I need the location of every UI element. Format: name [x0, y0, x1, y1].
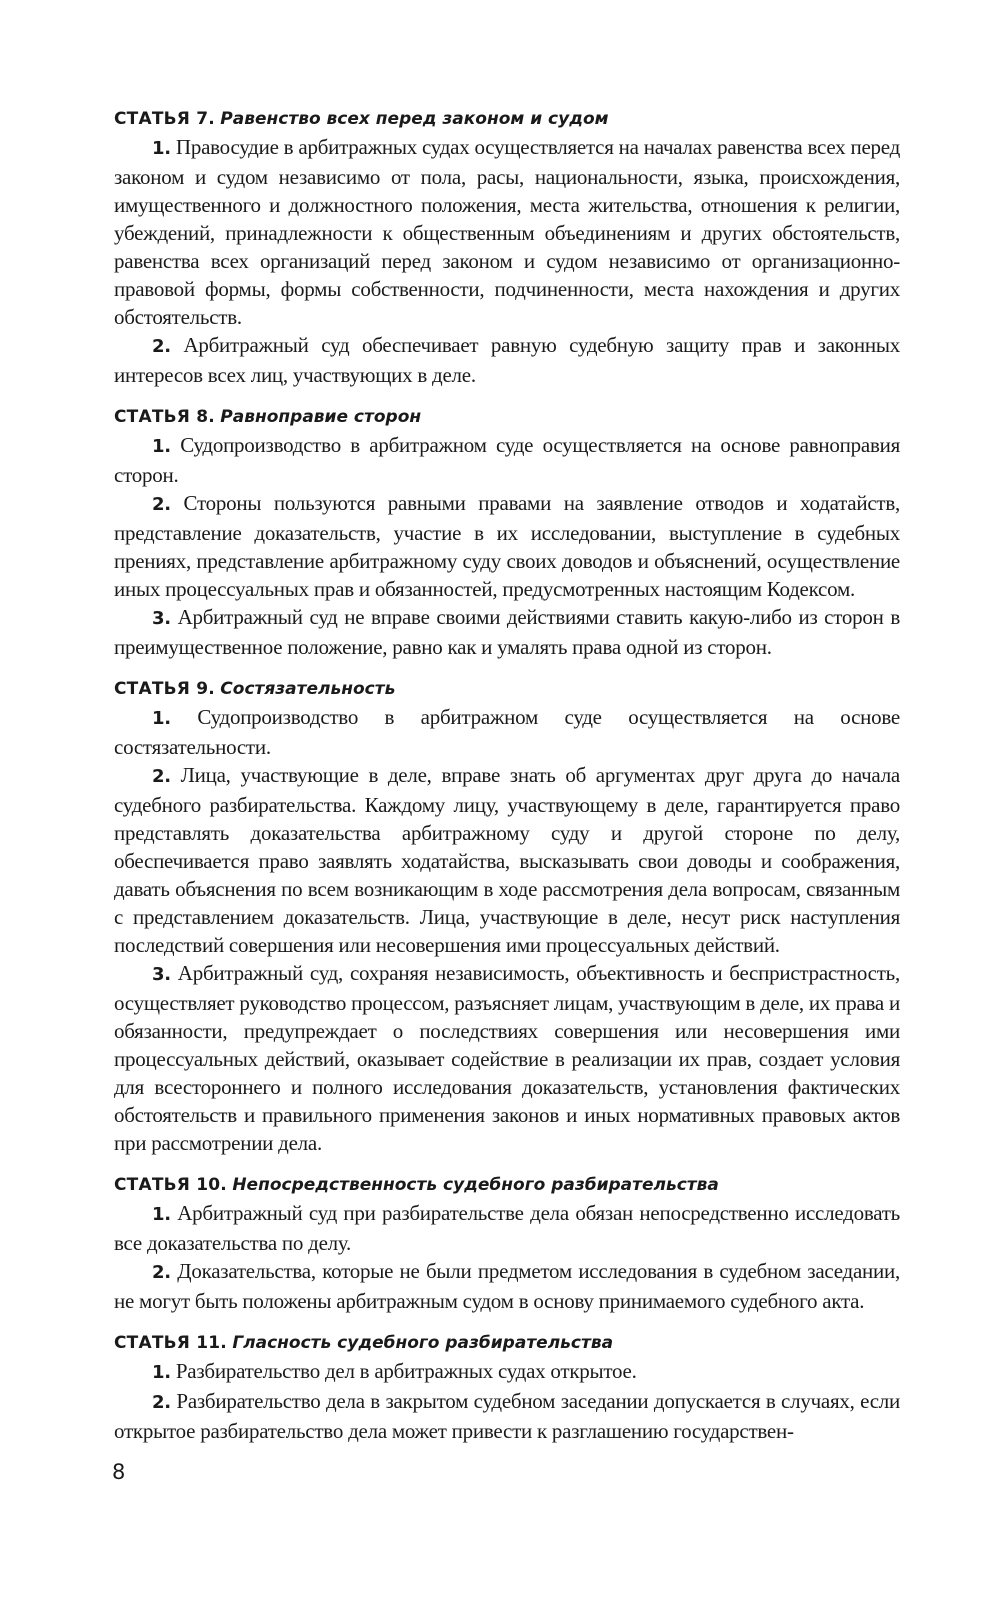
paragraph — [114, 489, 900, 603]
paragraph — [114, 959, 900, 1157]
paragraph — [114, 761, 900, 959]
article-7 — [114, 105, 900, 389]
article-heading — [114, 1171, 900, 1199]
article-title: Непосредственность судебного разбирательства — [232, 1175, 719, 1195]
paragraph-number: 2. — [152, 1262, 171, 1283]
paragraph — [114, 1257, 900, 1315]
article-heading — [114, 1329, 900, 1357]
article-label: СТАТЬЯ 9. — [114, 679, 215, 699]
paragraph-number: 1. — [152, 1362, 171, 1383]
article-10 — [114, 1171, 900, 1315]
paragraph — [114, 133, 900, 331]
paragraph-text: Арбитражный суд обеспечивает равную судебную защиту прав и законных интересов всех лиц, участвующих в деле. — [114, 333, 901, 387]
paragraph-number: 1. — [152, 138, 171, 159]
paragraph-text: Правосудие в арбитражных судах осуществляется на началах равенства всех перед законом и судом независимо от пола, расы, национальности, языка, происхождения, имущественного и должностного положения, места жительства, отношения к религии, убеждений, принадлежности к общественным объединениям и других обстоятельств, равенства всех организаций перед законом и судом независимо от организационно-правовой формы, формы собственности, подчиненности, места нахождения и других обстоятельств. — [114, 135, 900, 329]
paragraph — [114, 431, 900, 489]
paragraph-number: 1. — [152, 1204, 171, 1225]
article-title: Гласность судебного разбирательства — [232, 1333, 614, 1353]
paragraph-number: 1. — [152, 436, 171, 457]
paragraph-number: 2. — [152, 336, 171, 357]
article-title: Равноправие сторон — [220, 407, 422, 427]
paragraph-number: 2. — [152, 766, 171, 787]
article-heading — [114, 403, 900, 431]
page-number: 8 — [112, 1460, 126, 1484]
article-label: СТАТЬЯ 8. — [114, 407, 215, 427]
paragraph-number: 3. — [152, 608, 171, 629]
article-11 — [114, 1329, 900, 1445]
paragraph — [114, 1357, 900, 1387]
article-label: СТАТЬЯ 7. — [114, 109, 215, 129]
paragraph-text: Арбитражный суд не вправе своими действиями ставить какую-либо из сторон в преимущественное положение, равно как и умалять права одной из сторон. — [114, 605, 900, 659]
article-label: СТАТЬЯ 11. — [114, 1333, 227, 1353]
paragraph-text: Разбирательство дел в арбитражных судах открытое. — [175, 1359, 637, 1383]
article-9 — [114, 675, 900, 1157]
paragraph-text: Лица, участвующие в деле, вправе знать об аргументах друг друга до начала судебного разбирательства. Каждому лицу, участвующему в деле, гарантируется право представлять доказательства арбитражному суду и другой стороне по делу, обеспечивается право заявлять ходатайства, высказывать свои доводы и соображения, давать объяснения по всем возникающим в ходе рассмотрения дела вопросам, связанным с представлением доказательств. Лица, участвующие в деле, несут риск наступления последствий совершения или несовершения ими процессуальных действий. — [114, 763, 900, 957]
paragraph-text: Доказательства, которые не были предметом исследования в судебном заседании, не могут быть положены арбитражным судом в основу принимаемого судебного акта. — [114, 1259, 901, 1313]
paragraph — [114, 331, 900, 389]
paragraph — [114, 1387, 900, 1445]
paragraph-text: Стороны пользуются равными правами на заявление отводов и ходатайств, представление доказательств, участие в их исследовании, выступление в судебных прениях, представление арбитражному суду своих доводов и объяснений, осуществление иных процессуальных прав и обязанностей, предусмотренных настоящим Кодексом. — [114, 491, 900, 601]
page-body — [114, 105, 900, 1459]
article-8 — [114, 403, 900, 661]
paragraph-number: 1. — [152, 708, 171, 729]
paragraph-text: Арбитражный суд, сохраняя независимость, объективность и беспристрастность, осуществляет руководство процессом, разъясняет лицам, участвующим в деле, их права и обязанности, предупреждает о последствиях совершения или несовершения ими процессуальных действий, оказывает содействие в реализации их прав, создает условия для всестороннего и полного исследования доказательств, установления фактических обстоятельств и правильного применения законов и иных нормативных правовых актов при рассмотрении дела. — [114, 961, 900, 1155]
paragraph-text: Судопроизводство в арбитражном суде осуществляется на основе состязательности. — [114, 705, 900, 759]
article-label: СТАТЬЯ 10. — [114, 1175, 227, 1195]
paragraph-number: 2. — [152, 494, 171, 515]
article-heading — [114, 105, 900, 133]
paragraph-number: 2. — [152, 1392, 171, 1413]
paragraph-text: Разбирательство дела в закрытом судебном заседании допускается в случаях, если открытое разбирательство дела может привести к разглашению государствен- — [114, 1389, 900, 1443]
paragraph-text: Арбитражный суд при разбирательстве дела обязан непосредственно исследовать все доказательства по делу. — [114, 1201, 900, 1255]
paragraph — [114, 1199, 900, 1257]
paragraph — [114, 703, 900, 761]
paragraph-text: Судопроизводство в арбитражном суде осуществляется на основе равноправия сторон. — [114, 433, 901, 487]
paragraph-number: 3. — [152, 964, 171, 985]
paragraph — [114, 603, 900, 661]
article-title: Равенство всех перед законом и судом — [220, 109, 609, 129]
article-heading — [114, 675, 900, 703]
article-title: Состязательность — [220, 679, 396, 699]
